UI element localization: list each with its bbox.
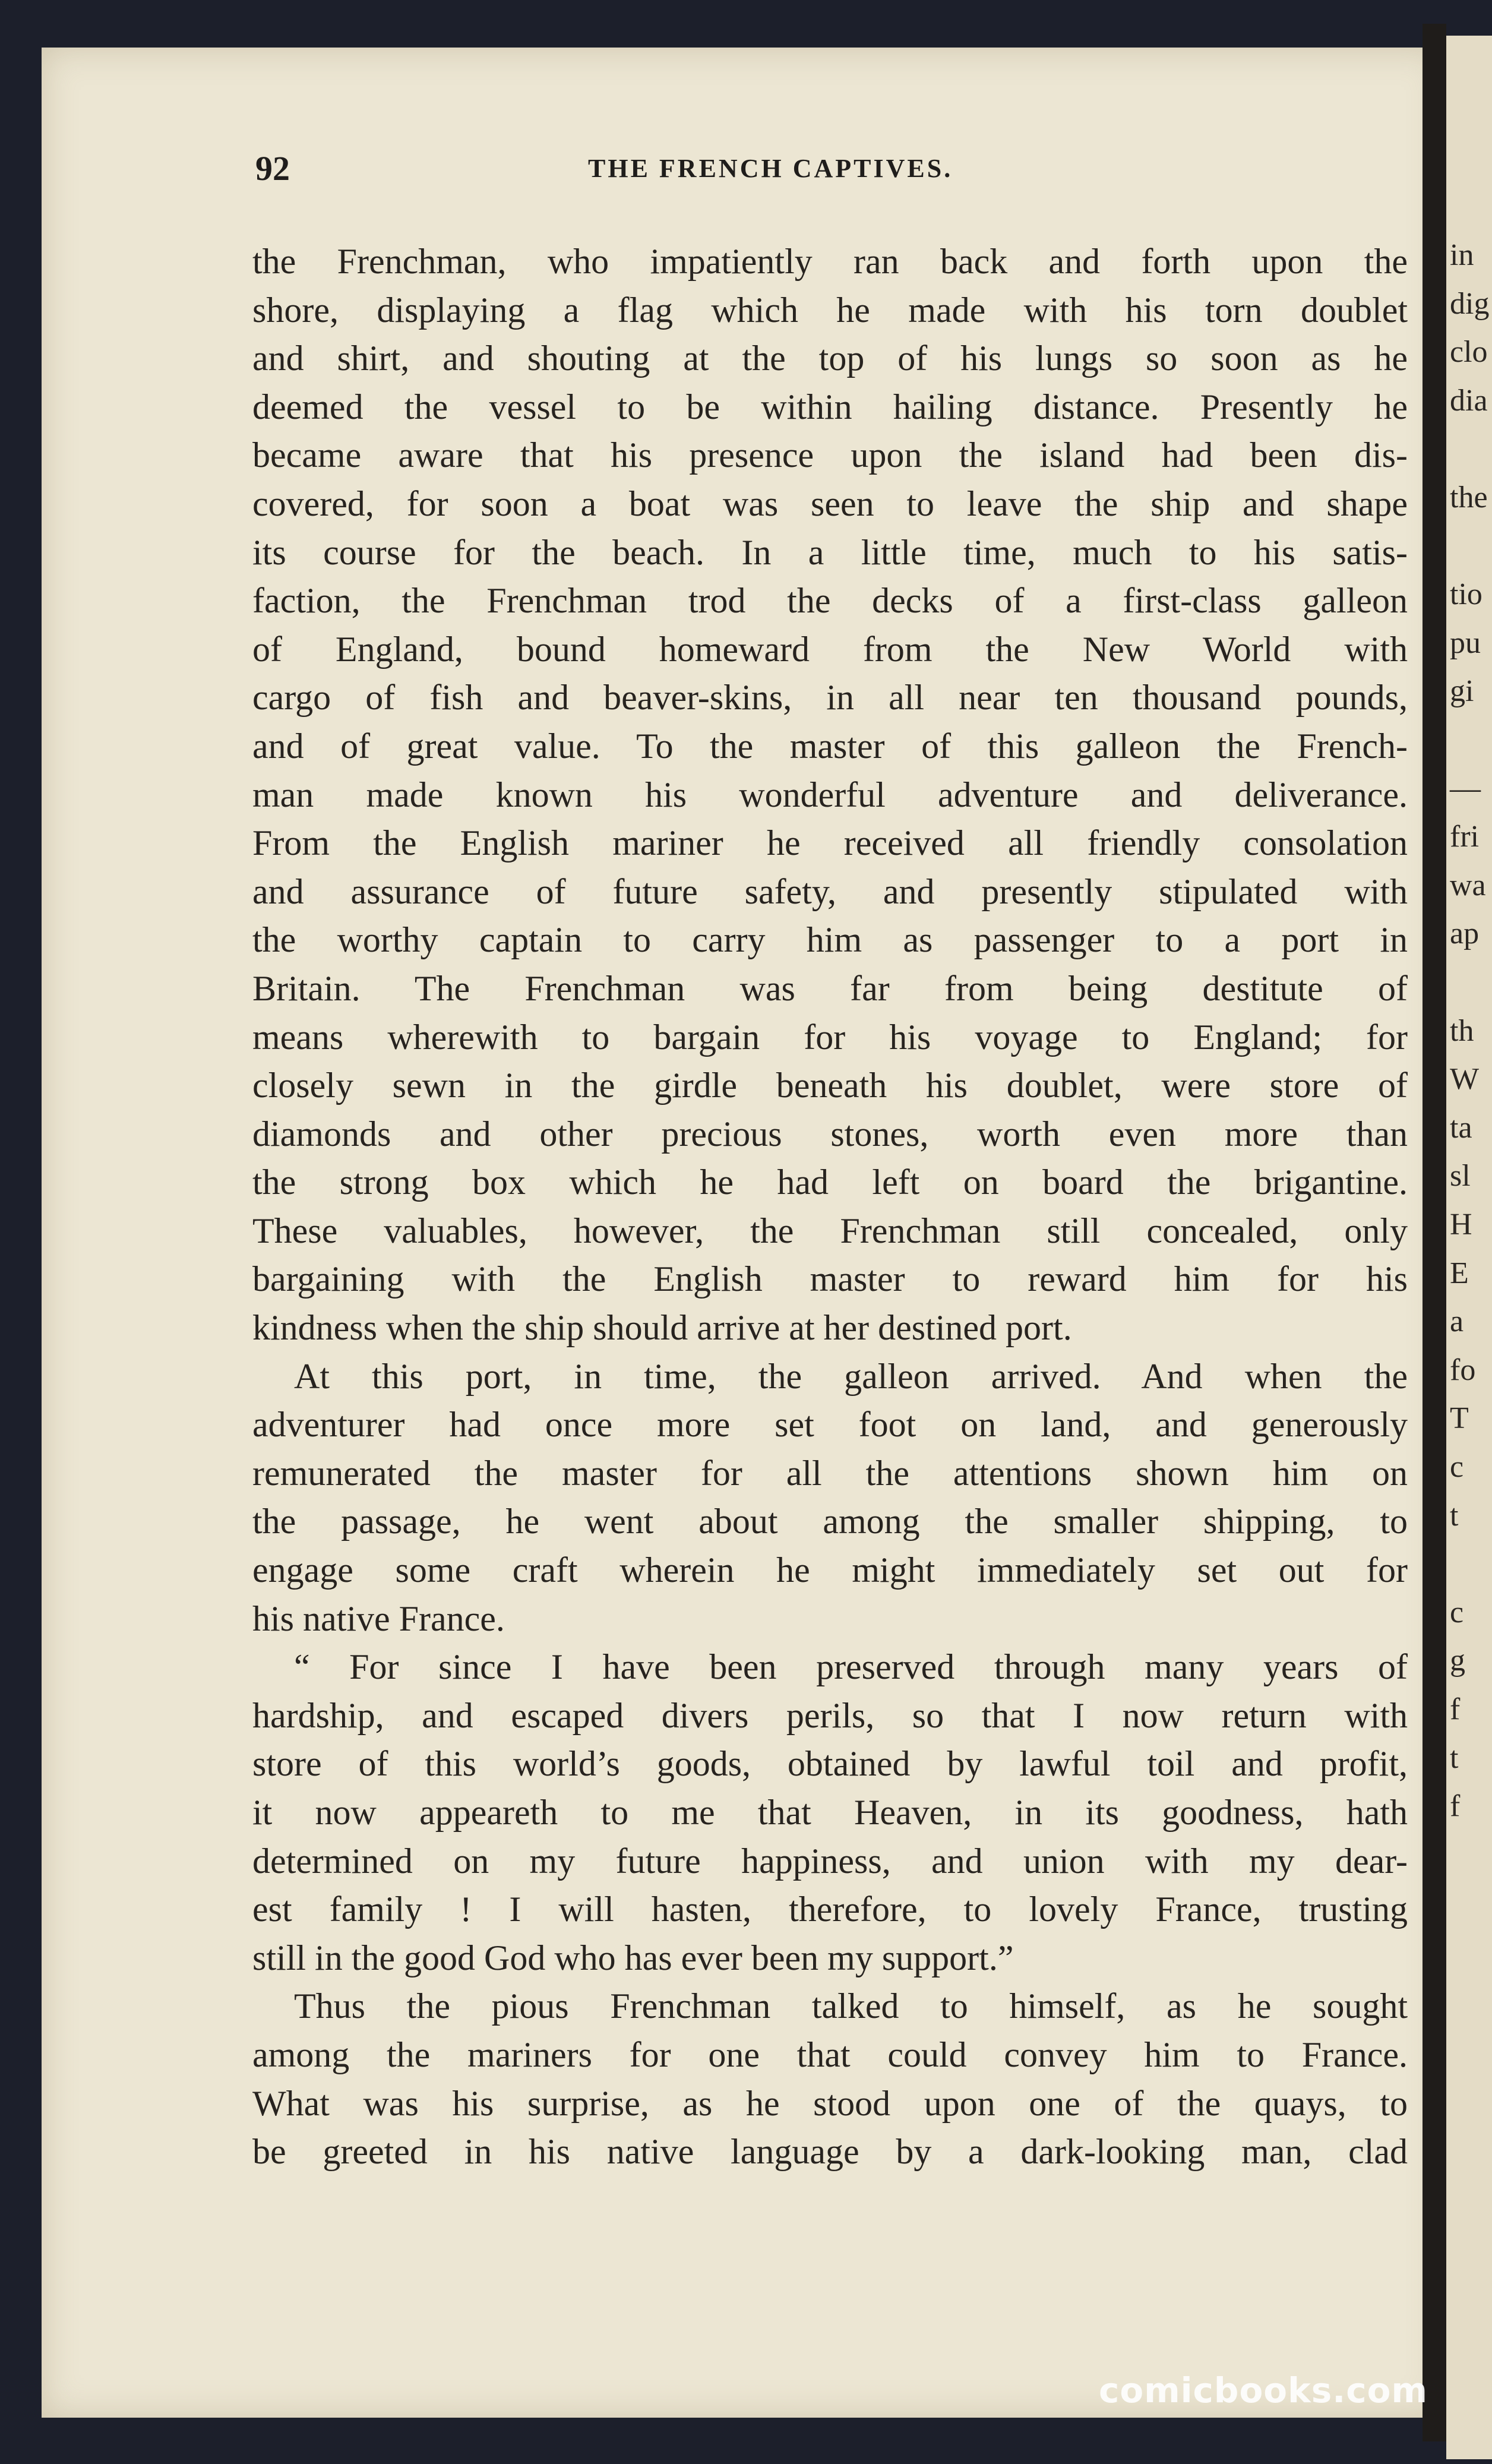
body-text (252, 238, 1408, 2176)
text-line: covered, for soon a boat was seen to leave the ship and shape (252, 484, 1408, 523)
text-line: hardship, and escaped divers perils, so that I now return with (252, 1695, 1408, 1735)
text-line: means wherewith to bargain for his voyage to England; for (252, 1017, 1408, 1057)
text-line: Thus the pious Frenchman talked to himself, as he sought (294, 1986, 1408, 2026)
facing-page-fragment: E (1450, 1256, 1469, 1290)
facing-page-fragment: wa (1450, 868, 1486, 902)
facing-page-fragment: c (1450, 1450, 1464, 1484)
text-line: diamonds and other precious stones, worth even more than (252, 1114, 1408, 1154)
text-line: These valuables, however, the Frenchman still concealed, only (252, 1211, 1408, 1250)
text-line: his native France. (252, 1599, 505, 1638)
facing-page-fragment: — (1450, 771, 1481, 805)
text-line: be greeted in his native language by a dark-looking man, clad (252, 2132, 1408, 2172)
text-line: At this port, in time, the galleon arrived. And when the (294, 1356, 1408, 1396)
facing-page-fragment: fo (1450, 1353, 1476, 1387)
text-line: the Frenchman, who impatiently ran back and forth upon the (252, 242, 1408, 281)
text-line: adventurer had once more set foot on land, and generously (252, 1405, 1408, 1445)
facing-page-fragment: a (1450, 1304, 1464, 1339)
text-line: deemed the vessel to be within hailing distance. Presently he (252, 387, 1408, 427)
text-line: bargaining with the English master to reward him for his (252, 1259, 1408, 1299)
facing-page-fragment: tio (1450, 577, 1482, 612)
watermark: comicbooks.com (1099, 2370, 1428, 2411)
text-line: determined on my future happiness, and union with my dear- (252, 1841, 1408, 1881)
text-line: From the English mariner he received all friendly consolation (252, 823, 1408, 863)
text-line: shore, displaying a flag which he made with his torn doublet (252, 290, 1408, 330)
text-line: and assurance of future safety, and presently stipulated with (252, 871, 1408, 911)
facing-page-fragment: th (1450, 1013, 1474, 1048)
text-line: cargo of fish and beaver-skins, in all near ten thousand pounds, (252, 678, 1408, 718)
facing-page-fragment: t (1450, 1740, 1459, 1775)
text-line: Britain. The Frenchman was far from being destitute of (252, 968, 1408, 1008)
facing-page-edge (1446, 36, 1492, 2459)
text-line: still in the good God who has ever been my support.” (252, 1938, 1014, 1977)
text-line: the strong box which he had left on board the brigantine. (252, 1162, 1408, 1202)
facing-page-fragment: pu (1450, 626, 1481, 660)
facing-page-fragment: dig (1450, 286, 1490, 321)
text-line: the worthy captain to carry him as passenger to a port in (252, 920, 1408, 960)
text-line: What was his surprise, as he stood upon one of the quays, to (252, 2083, 1408, 2123)
facing-page-fragment: dia (1450, 383, 1488, 418)
text-line: and shirt, and shouting at the top of his lungs so soon as he (252, 339, 1408, 378)
text-line: engage some craft wherein he might immediately set out for (252, 1550, 1408, 1590)
facing-page-fragment: f (1450, 1692, 1461, 1726)
facing-page-fragment: clo (1450, 335, 1488, 369)
text-line: faction, the Frenchman trod the decks of a first-class galleon (252, 581, 1408, 621)
facing-page-fragment: ap (1450, 917, 1480, 951)
book-spine (1423, 24, 1446, 2441)
facing-page-fragment: g (1450, 1644, 1465, 1678)
facing-page-fragment: ta (1450, 1110, 1472, 1145)
facing-page-fragment: t (1450, 1498, 1459, 1533)
facing-page-fragment: T (1450, 1401, 1469, 1436)
page-header (255, 149, 1360, 190)
text-line: its course for the beach. In a little time, much to his satis- (252, 532, 1408, 572)
text-line: and of great value. To the master of this galleon the French- (252, 726, 1408, 766)
facing-page-fragment: gi (1450, 674, 1474, 709)
text-line: est family ! I will hasten, therefore, to lovely France, trusting (252, 1890, 1408, 1929)
facing-page-fragment: W (1450, 1062, 1480, 1097)
facing-page-fragment: sl (1450, 1159, 1471, 1193)
text-line: among the mariners for one that could convey him to France. (252, 2035, 1408, 2074)
page-number: 92 (255, 149, 290, 188)
facing-page-fragment: in (1450, 238, 1474, 272)
text-line: “ For since I have been preserved through many years of (294, 1647, 1408, 1687)
text-line: man made known his wonderful adventure and deliverance. (252, 775, 1408, 814)
facing-page-fragment: fri (1450, 820, 1480, 854)
text-line: the passage, he went about among the smaller shipping, to (252, 1502, 1408, 1541)
text-line: it now appeareth to me that Heaven, in its goodness, hath (252, 1793, 1408, 1832)
facing-page-fragment: f (1450, 1789, 1461, 1824)
text-line: of England, bound homeward from the New World with (252, 629, 1408, 669)
text-line: closely sewn in the girdle beneath his doublet, were store of (252, 1066, 1408, 1105)
text-line: remunerated the master for all the attentions shown him on (252, 1453, 1408, 1493)
text-line: store of this world’s goods, obtained by lawful toil and profit, (252, 1744, 1408, 1784)
facing-page-fragment: the (1450, 481, 1488, 514)
text-line: became aware that his presence upon the island had been dis- (252, 435, 1408, 475)
facing-page-fragment: c (1450, 1595, 1464, 1629)
facing-page-fragment: H (1450, 1208, 1472, 1242)
text-line: kindness when the ship should arrive at her destined port. (252, 1308, 1072, 1348)
running-title: THE FRENCH CAPTIVES. (588, 154, 953, 183)
